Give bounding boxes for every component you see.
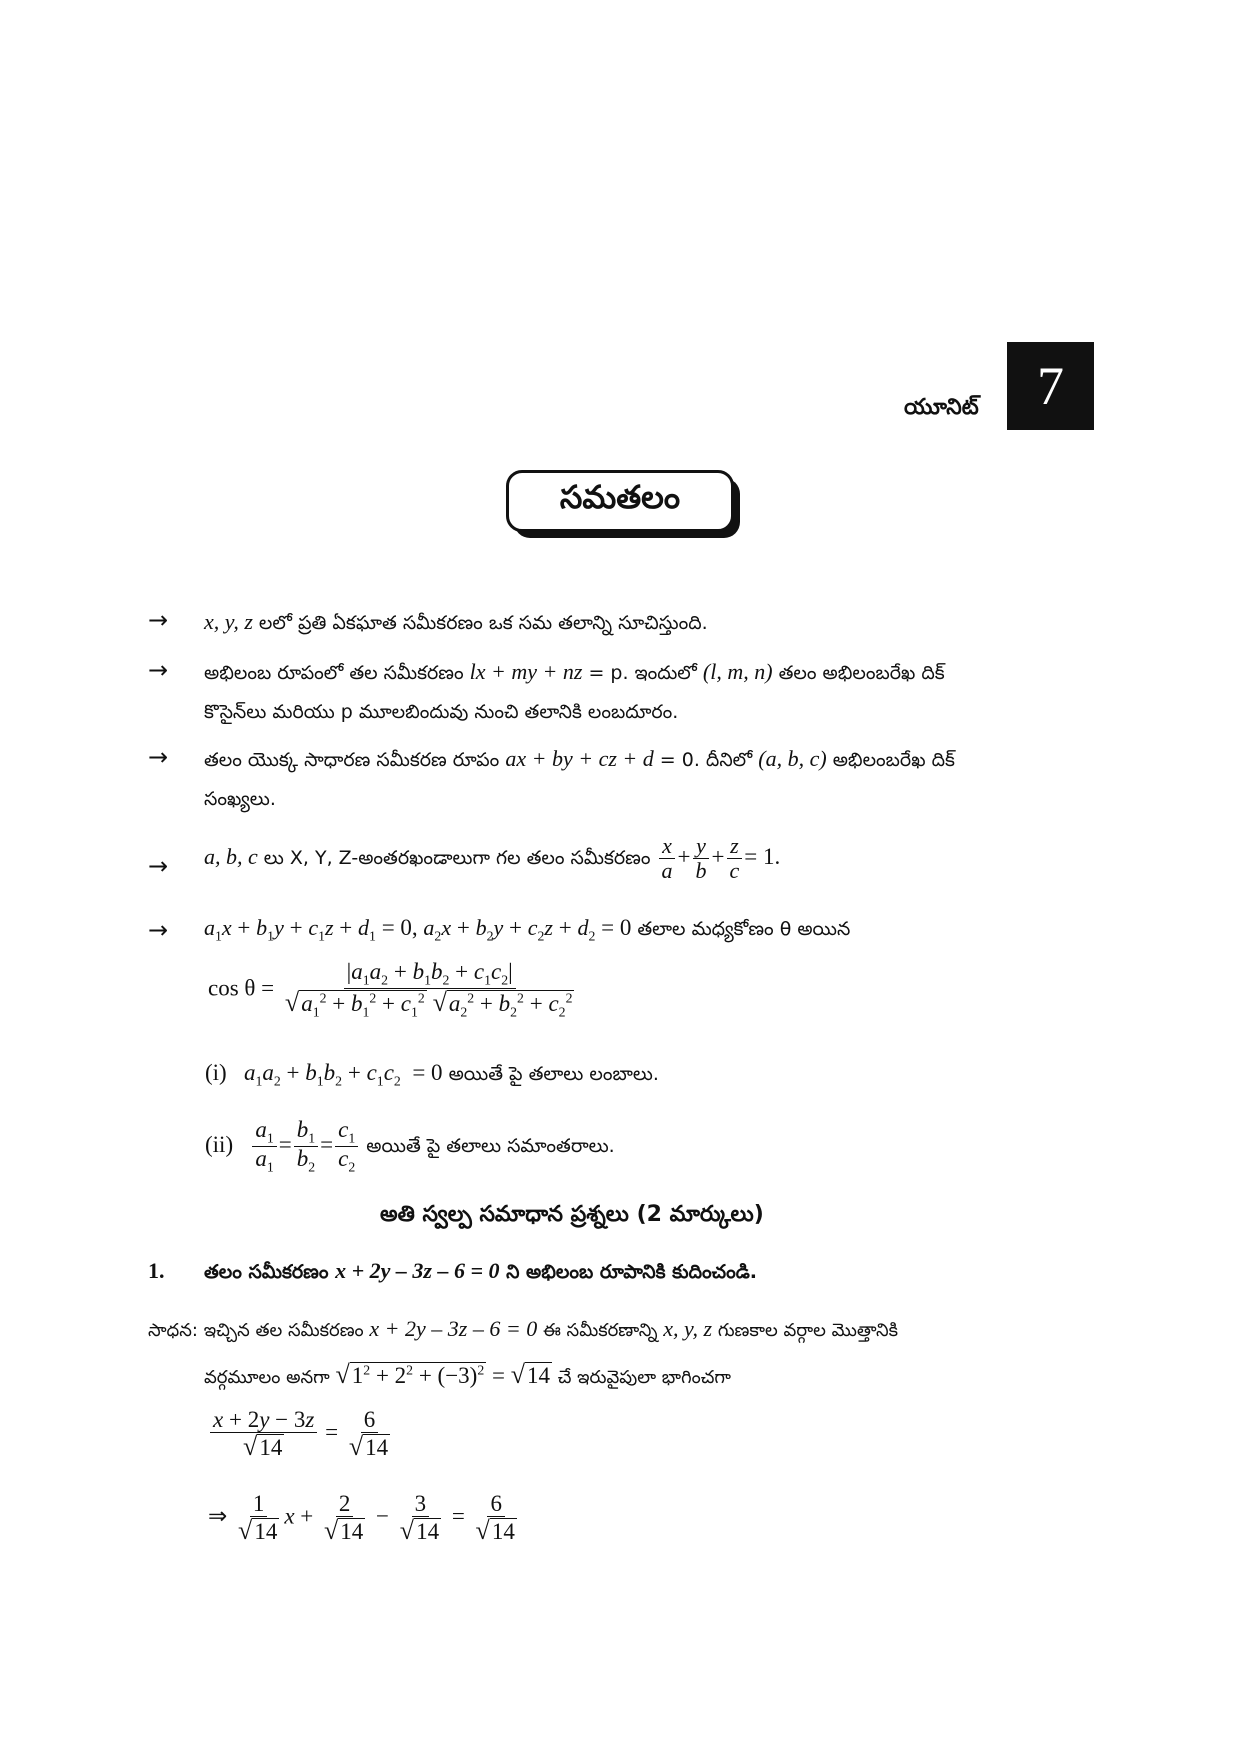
condition-ii-text: అయితే పై తలాలు సమాంతరాలు. — [360, 1134, 615, 1157]
cos-theta-lhs: cos θ = — [208, 975, 275, 1001]
solution-step-1: $\frac{x + 2y - 3z}{√14}$ = $\frac{6}{√14}$ — [208, 1408, 395, 1460]
solution-vars: x, y, z — [663, 1316, 713, 1341]
bullet-1-vars: x, y, z — [204, 609, 253, 634]
bullet-3-equation: ax + by + cz + d — [505, 746, 654, 771]
bullet-arrow: → — [148, 606, 169, 634]
root-of-sum-of-squares: $√1^2 + 2^2 + (-3)^2 = √14$ — [335, 1360, 551, 1389]
bullet-2-text-b: = p. ఇందులో — [582, 662, 703, 684]
chapter-title: సమతలం — [506, 470, 734, 532]
bullet-5 — [204, 914, 1094, 951]
solution-line-1 — [148, 1316, 898, 1345]
solution-equation: x + 2y – 3z – 6 = 0 — [369, 1316, 538, 1341]
question-number: 1. — [148, 1258, 165, 1283]
cos-theta-formula: cos θ = $\frac{|a_1a_2 + b_1b_2 + c_1c_2|}{√a_1^2 + b_1^2 + c_1^2 √a_2^2 + b_2^2 + c_2^2}$ — [208, 959, 573, 1020]
bullet-2-line-1 — [204, 658, 1094, 687]
bullet-arrow: → — [148, 743, 169, 771]
section-heading: అతి స్వల్ప సమాధాన ప్రశ్నలు (2 మార్కులు) — [380, 1202, 764, 1227]
question-text — [204, 1258, 757, 1288]
bullet-3-abc: (a, b, c) — [758, 746, 827, 771]
bullet-4 — [204, 834, 1094, 883]
bullet-arrow: → — [148, 916, 169, 944]
question-equation: x + 2y – 3z – 6 = 0 — [335, 1258, 500, 1283]
bullet-4-vars: a, b, c — [204, 843, 258, 869]
bullet-2-line-2: కొసైన్‌లు మరియు p మూలబిందువు నుంచి తలానికి లంబదూరం. — [204, 701, 679, 723]
solution-line-2-text-b: చే ఇరువైపులా భాగించగా — [557, 1367, 731, 1388]
solution-step-2: ⇒ $\frac{1}{√14}$ x + $\frac{2}{√14}$ − $\frac{3}{√14}$ = $\frac{6}{√14}$ — [208, 1491, 515, 1546]
bullet-2-equation: lx + my + nz — [469, 659, 583, 684]
solution-label: సాధన: — [148, 1320, 198, 1341]
solution-text-c: గుణకాల వర్గాల మొత్తానికి — [712, 1320, 899, 1341]
unit-label: యూనిట్ — [904, 395, 979, 420]
question-text-a: తలం సమీకరణం — [204, 1261, 336, 1283]
bullet-2-text-a: అభిలంబ రూపంలో తల సమీకరణం — [204, 662, 470, 684]
solution-text-a: ఇచ్చిన తల సమీకరణం — [197, 1320, 370, 1341]
bullet-arrow: → — [148, 852, 169, 880]
bullet-3-text-c: అభిలంబరేఖ దిక్ — [826, 749, 955, 771]
condition-ii-label: (ii) — [205, 1131, 234, 1157]
intercept-form-tail: = 1. — [744, 843, 781, 869]
planes-equations: $a_1x + b_1y + c_1z + d_1 = 0$, $a_2x + b_2y + c_2z + d_2 = 0$ — [204, 915, 632, 944]
condition-i-label: (i) — [205, 1060, 227, 1085]
intercept-form-equation: $\frac{x}{a}$ + $\frac{y}{b}$ + $\frac{z}{c}$ = 1. — [657, 844, 781, 869]
unit-number-badge: 7 — [1007, 342, 1094, 430]
bullet-3-text-a: తలం యొక్క సాధారణ సమీకరణ రూపం — [204, 749, 506, 771]
solution-text-b: ఈ సమీకరణాన్ని — [537, 1320, 664, 1341]
condition-parallel: (ii) $\frac{a_1}{a_1}$ = $\frac{b_1}{b_2}$ = $\frac{c_1}{c_2}$ అయితే పై తలాలు సమాంతరాలు. — [205, 1117, 615, 1175]
bullet-3-line-2: సంఖ్యలు. — [204, 788, 276, 810]
question-text-b: ని అభిలంబ రూపానికి కుదించండి. — [499, 1261, 758, 1283]
bullet-5-text: తలాల మధ్యకోణం θ అయిన — [631, 918, 851, 940]
bullet-2-text-c: తలం అభిలంబరేఖ దిక్ — [772, 662, 945, 684]
solution-line-2-text-a: వర్గమూలం అనగా — [204, 1367, 336, 1388]
condition-i-tail: = 0 — [412, 1060, 443, 1085]
condition-i-text: అయితే పై తలాలు లంబాలు. — [442, 1063, 659, 1085]
condition-perpendicular: (i) $a_1a_2 + b_1b_2 + c_1c_2 = 0$ అయితే పై తలాలు లంబాలు. — [205, 1060, 659, 1089]
bullet-1-text: లలో ప్రతి ఏకఘాత సమీకరణం ఒక సమ తలాన్ని సూచిస్తుంది. — [252, 612, 708, 634]
bullet-3-text-b: = 0. దీనిలో — [653, 749, 759, 771]
bullet-arrow: → — [148, 656, 169, 684]
bullet-1 — [204, 608, 1094, 637]
bullet-2-lmn: (l, m, n) — [702, 659, 773, 684]
bullet-3-line-1 — [204, 745, 1094, 774]
solution-line-2 — [204, 1360, 731, 1392]
bullet-4-text: లు X, Y, Z-అంతరఖండాలుగా గల తలం సమీకరణం — [257, 846, 651, 869]
